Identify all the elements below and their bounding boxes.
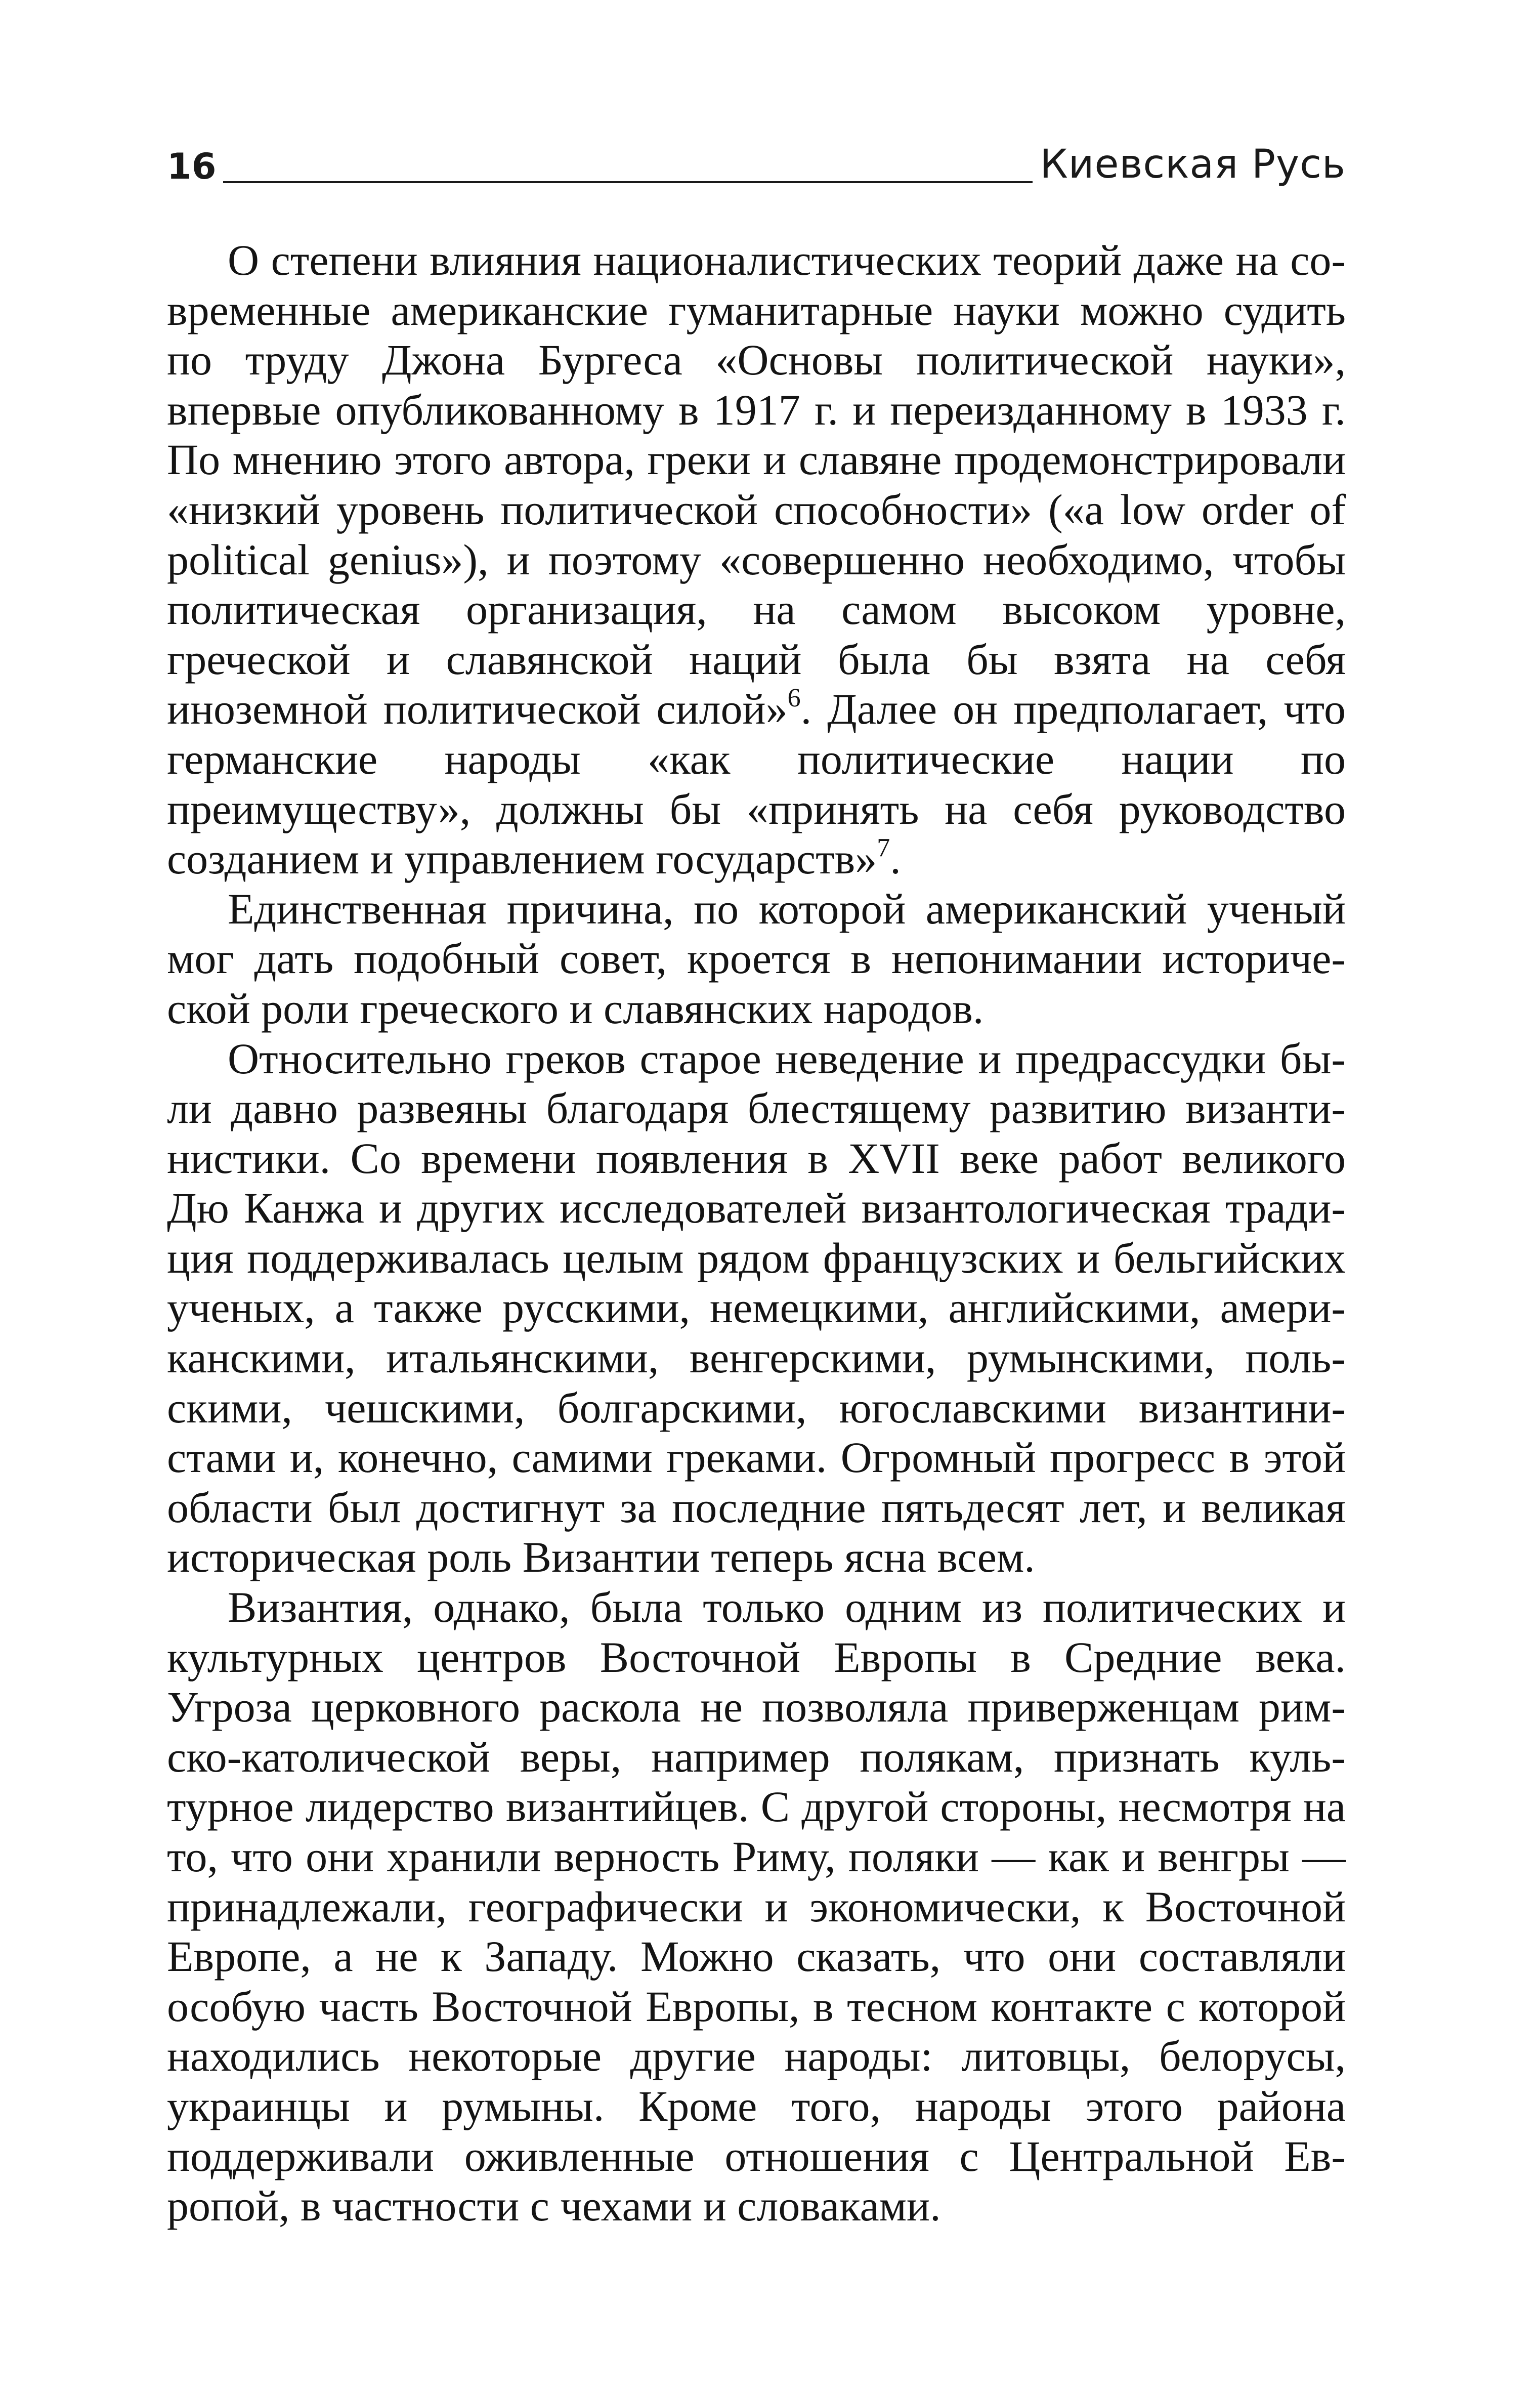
paragraph-text: О степени влияния националистических теорий даже на современные американские гуманитарные науки можно судить по труду Джона Бургеса «Основы политической науки», впервые опубликованному в 1917 г. и переизданному в 1933 г. По мнению этого автора, греки и славяне продемонстрировали «низкий уровень политической способности» («a low order of political genius»), и поэтому «совершенно необходимо, чтобы политическая организация, на самом высоком уровне, греческой и славянской наций была бы взята на себя иноземной политической силой»: [167, 236, 1346, 734]
paragraph-3: [167, 1034, 1346, 1583]
paragraph-text: Относительно греков старое неведение и предрассудки были давно развеяны благодаря блестящему развитию византинистики. Со времени появления в XVII веке работ великого Дю Канжа и других исследователей византологическая традиция поддерживалась целым рядом французских и бельгийских ученых, а также русскими, немецкими, английскими, американскими, итальянскими, венгерскими, румынскими, польскими, чешскими, болгарскими, югославскими византинистами и, конечно, самими греками. Огромный прогресс в этой области был достигнут за последние пятьдесят лет, и великая историческая роль Византии теперь ясна всем.: [167, 1034, 1346, 1582]
header-rule: [223, 181, 1033, 183]
paragraph-text: Византия, однако, была только одним из политических и культурных центров Восточной Европы в Средние века. Угроза церковного раскола не позволяла приверженцам римско-католической веры, например полякам, признать культурное лидерство византийцев. С другой стороны, несмотря на то, что они хранили верность Риму, поляки — как и венгры — принадлежали, географически и экономически, к Восточной Европе, а не к Западу. Можно сказать, что они составляли особую часть Восточной Европы, в тесном контакте с которой находились некоторые другие народы: литовцы, белорусы, украинцы и румыны. Кроме того, народы этого района поддерживали оживленные отношения с Центральной Европой, в частности с чехами и словаками.: [167, 1583, 1346, 2231]
running-title: Киевская Русь: [1040, 142, 1346, 187]
paragraph-text: . Далее он предполагает, что германские народы «как политические нации по преимуществу», должны бы «принять на себя руководство созданием и управлением государств»: [167, 685, 1346, 884]
running-header: [167, 133, 1346, 188]
page-number: 16: [167, 146, 217, 187]
footnote-ref-7: 7: [877, 833, 890, 863]
paragraph-text: Единственная причина, по которой американский ученый мог дать подобный совет, кроется в непонимании исторической роли греческого и славянских народов.: [167, 884, 1346, 1033]
body-text: [167, 235, 1346, 2231]
paragraph-4: [167, 1582, 1346, 2231]
paragraph-text: .: [890, 834, 901, 884]
footnote-ref-6: 6: [787, 684, 801, 713]
paragraph-2: [167, 884, 1346, 1034]
paragraph-1: [167, 235, 1346, 884]
